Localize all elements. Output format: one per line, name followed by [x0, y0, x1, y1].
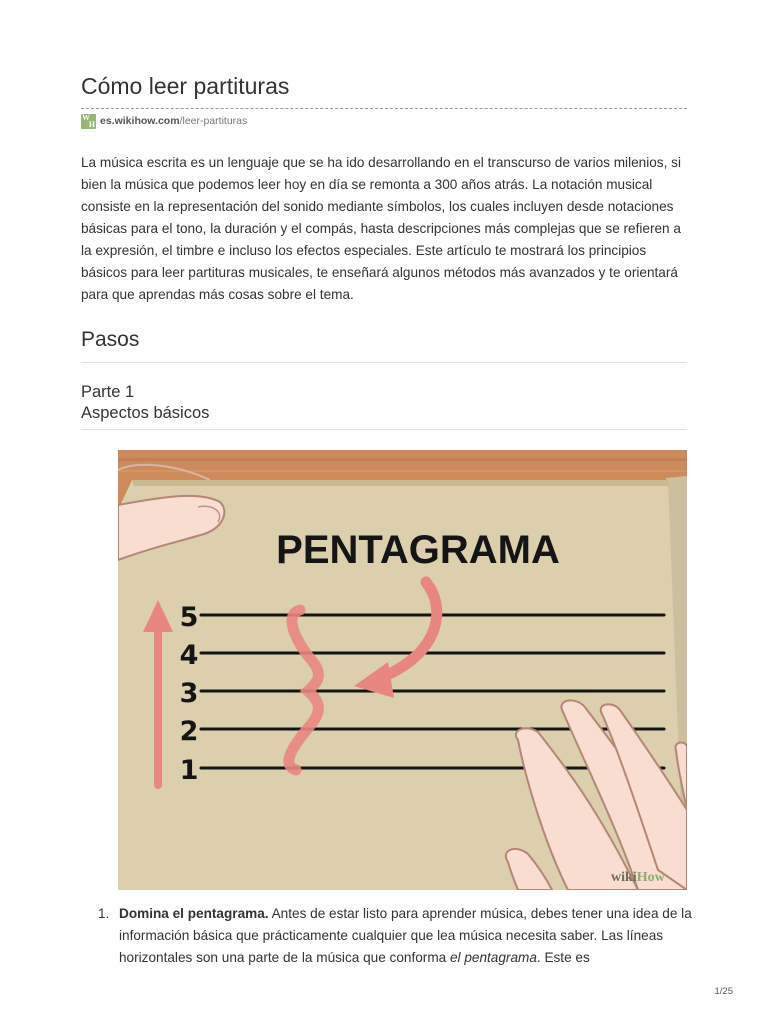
logo-letter-w: W [82, 112, 90, 122]
pentagrama-illustration [118, 450, 687, 890]
source-path[interactable]: /leer-partituras [179, 115, 248, 127]
wikihow-watermark [611, 870, 666, 885]
page-number: 1/25 [714, 986, 733, 997]
step-number: 1. [98, 906, 110, 921]
source-link[interactable] [81, 113, 247, 129]
part-title: Aspectos básicos [81, 404, 210, 422]
part-heading [81, 382, 209, 424]
paper-shadow [132, 480, 670, 486]
wikihow-logo-icon [81, 114, 96, 129]
logo-letter-h: H [88, 119, 95, 129]
pentagrama-heading: PENTAGRAMA [276, 528, 560, 572]
section-divider [81, 362, 687, 363]
line-number-2: 2 [179, 716, 199, 747]
steps-list [98, 903, 694, 969]
line-number-1: 1 [179, 755, 199, 786]
wood-grain [118, 458, 687, 461]
line-numbers [180, 602, 199, 786]
article-title: Cómo leer partituras [81, 73, 290, 99]
step-item [98, 903, 694, 969]
step-text: Antes de estar listo para aprender música, debes tener una idea de la información básica que prácticamente cualquier que lea música necesita saber. Las líneas horizontales son una parte de la música que conforma [119, 906, 692, 965]
line-number-5: 5 [179, 602, 199, 633]
source-domain[interactable]: es.wikihow.com [100, 115, 180, 127]
watermark-how: How [636, 870, 665, 885]
section-heading: Pasos [81, 328, 140, 351]
title-divider [81, 108, 687, 109]
watermark-wiki: wiki [611, 870, 637, 885]
intro-paragraph: La música escrita es un lenguaje que se ha ido desarrollando en el transcurso de varios milenios, si bien la música que podemos leer hoy en día se remonta a 300 años atrás. La notación musical consiste en la representación del sonido mediante símbolos, los cuales incluyen desde notaciones básicas para el tono, la duración y el compás, hasta descripciones más complejas que se refieren a la expresión, el timbre e incluso los efectos especiales. Este artículo te mostrará los principios básicos para leer partituras musicales, te enseñará algunos métodos más avanzados y te orientará para que aprendas más cosas sobre el tema. [81, 155, 681, 302]
wood-grain [118, 470, 687, 472]
part-label: Parte 1 [81, 383, 135, 401]
part-divider [81, 429, 687, 430]
line-number-3: 3 [179, 678, 199, 709]
line-number-4: 4 [179, 640, 199, 671]
step-text-end: . Este es [536, 950, 590, 965]
step-title: Domina el pentagrama. [119, 906, 269, 921]
step-emphasis: el pentagrama [449, 950, 537, 965]
